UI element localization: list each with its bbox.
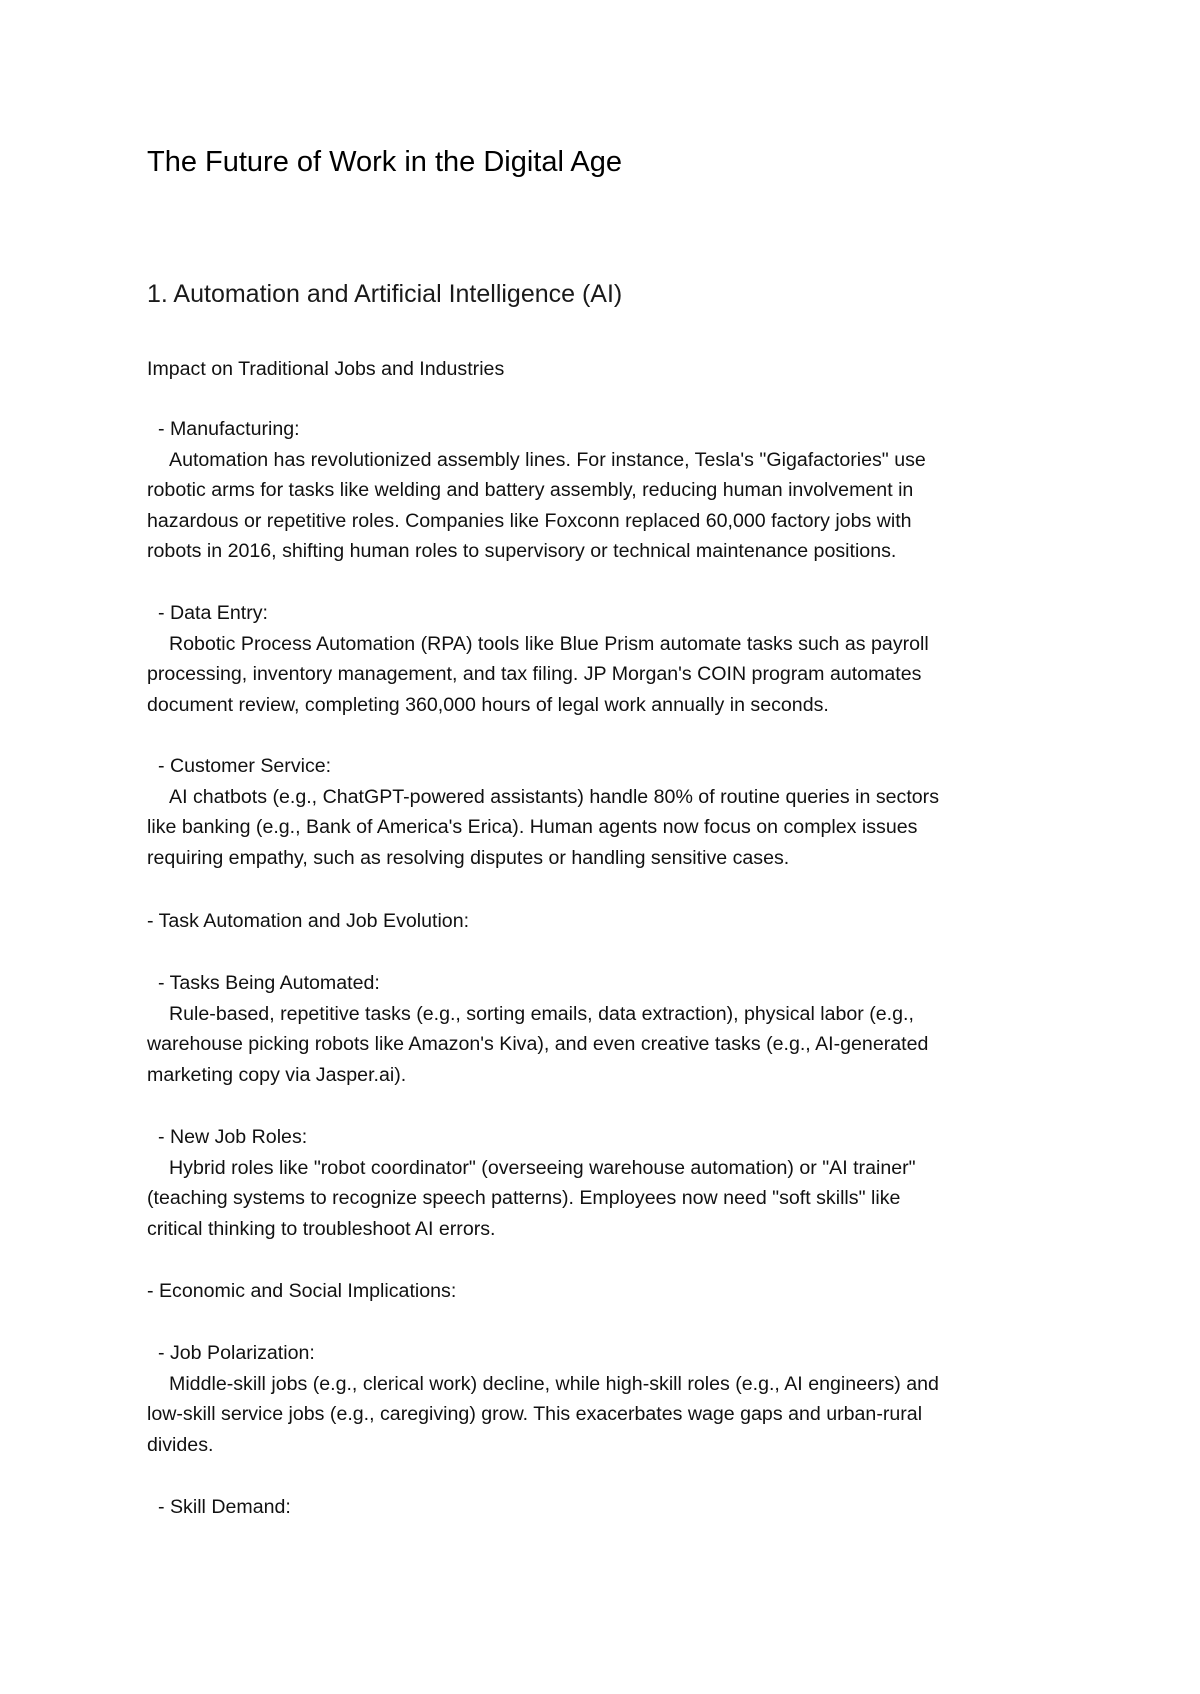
job-polarization-block xyxy=(147,1338,1052,1460)
manufacturing-line: robots in 2016, shifting human roles to supervisory or technical maintenance positions. xyxy=(147,540,897,562)
task-automation-heading-text: - Task Automation and Job Evolution: xyxy=(147,910,470,932)
tasks-automated-line: marketing copy via Jasper.ai). xyxy=(147,1063,407,1086)
manufacturing-label: - Manufacturing: xyxy=(158,418,300,440)
job-polarization-label: - Job Polarization: xyxy=(158,1342,315,1364)
new-job-roles-line: (teaching systems to recognize speech patterns). Employees now need "soft skills" like xyxy=(147,1187,901,1209)
new-job-roles-block xyxy=(147,1122,1052,1244)
job-polarization-line: low-skill service jobs (e.g., caregiving) grow. This exacerbates wage gaps and urban-rural xyxy=(147,1403,923,1425)
skill-demand-label: - Skill Demand: xyxy=(158,1496,291,1518)
section-heading: 1. Automation and Artificial Intelligence (AI) xyxy=(147,280,623,308)
subheading-text: Impact on Traditional Jobs and Industries xyxy=(147,358,505,380)
subheading xyxy=(147,354,1052,385)
new-job-roles-label: - New Job Roles: xyxy=(158,1126,308,1148)
data-entry-label: - Data Entry: xyxy=(158,602,268,624)
tasks-automated-block xyxy=(147,968,1052,1090)
data-entry-line: Robotic Process Automation (RPA) tools like Blue Prism automate tasks such as payroll xyxy=(169,632,929,655)
manufacturing-line: Automation has revolutionized assembly lines. For instance, Tesla's "Gigafactories" use xyxy=(169,448,926,471)
job-polarization-line: divides. xyxy=(147,1433,214,1456)
manufacturing-line: hazardous or repetitive roles. Companies like Foxconn replaced 60,000 factory jobs with xyxy=(147,509,912,532)
customer-service-label: - Customer Service: xyxy=(158,755,332,777)
new-job-roles-line: critical thinking to troubleshoot AI errors. xyxy=(147,1217,496,1240)
customer-service-line: like banking (e.g., Bank of America's Erica). Human agents now focus on complex issues xyxy=(147,816,918,838)
skill-demand-block xyxy=(147,1492,1052,1523)
data-entry-block xyxy=(147,598,1052,720)
customer-service-line: requiring empathy, such as resolving disputes or handling sensitive cases. xyxy=(147,846,790,869)
tasks-automated-line: warehouse picking robots like Amazon's Kiva), and even creative tasks (e.g., AI-generated xyxy=(147,1033,929,1055)
manufacturing-line: robotic arms for tasks like welding and battery assembly, reducing human involvement in xyxy=(147,479,914,501)
manufacturing-block xyxy=(147,414,1052,567)
economic-heading xyxy=(147,1276,1052,1307)
document-title: The Future of Work in the Digital Age xyxy=(147,146,622,178)
data-entry-line: document review, completing 360,000 hours of legal work annually in seconds. xyxy=(147,693,829,716)
data-entry-line: processing, inventory management, and tax filing. JP Morgan's COIN program automates xyxy=(147,663,922,685)
economic-heading-text: - Economic and Social Implications: xyxy=(147,1280,457,1302)
task-automation-heading xyxy=(147,906,1052,937)
customer-service-block xyxy=(147,751,1052,873)
new-job-roles-line: Hybrid roles like "robot coordinator" (overseeing warehouse automation) or "AI trainer" xyxy=(169,1156,916,1179)
customer-service-line: AI chatbots (e.g., ChatGPT-powered assistants) handle 80% of routine queries in sectors xyxy=(169,785,940,808)
tasks-automated-line: Rule-based, repetitive tasks (e.g., sorting emails, data extraction), physical labor (e.g., xyxy=(169,1002,914,1025)
tasks-automated-label: - Tasks Being Automated: xyxy=(158,972,380,994)
job-polarization-line: Middle-skill jobs (e.g., clerical work) decline, while high-skill roles (e.g., AI engineers) and xyxy=(169,1372,939,1395)
